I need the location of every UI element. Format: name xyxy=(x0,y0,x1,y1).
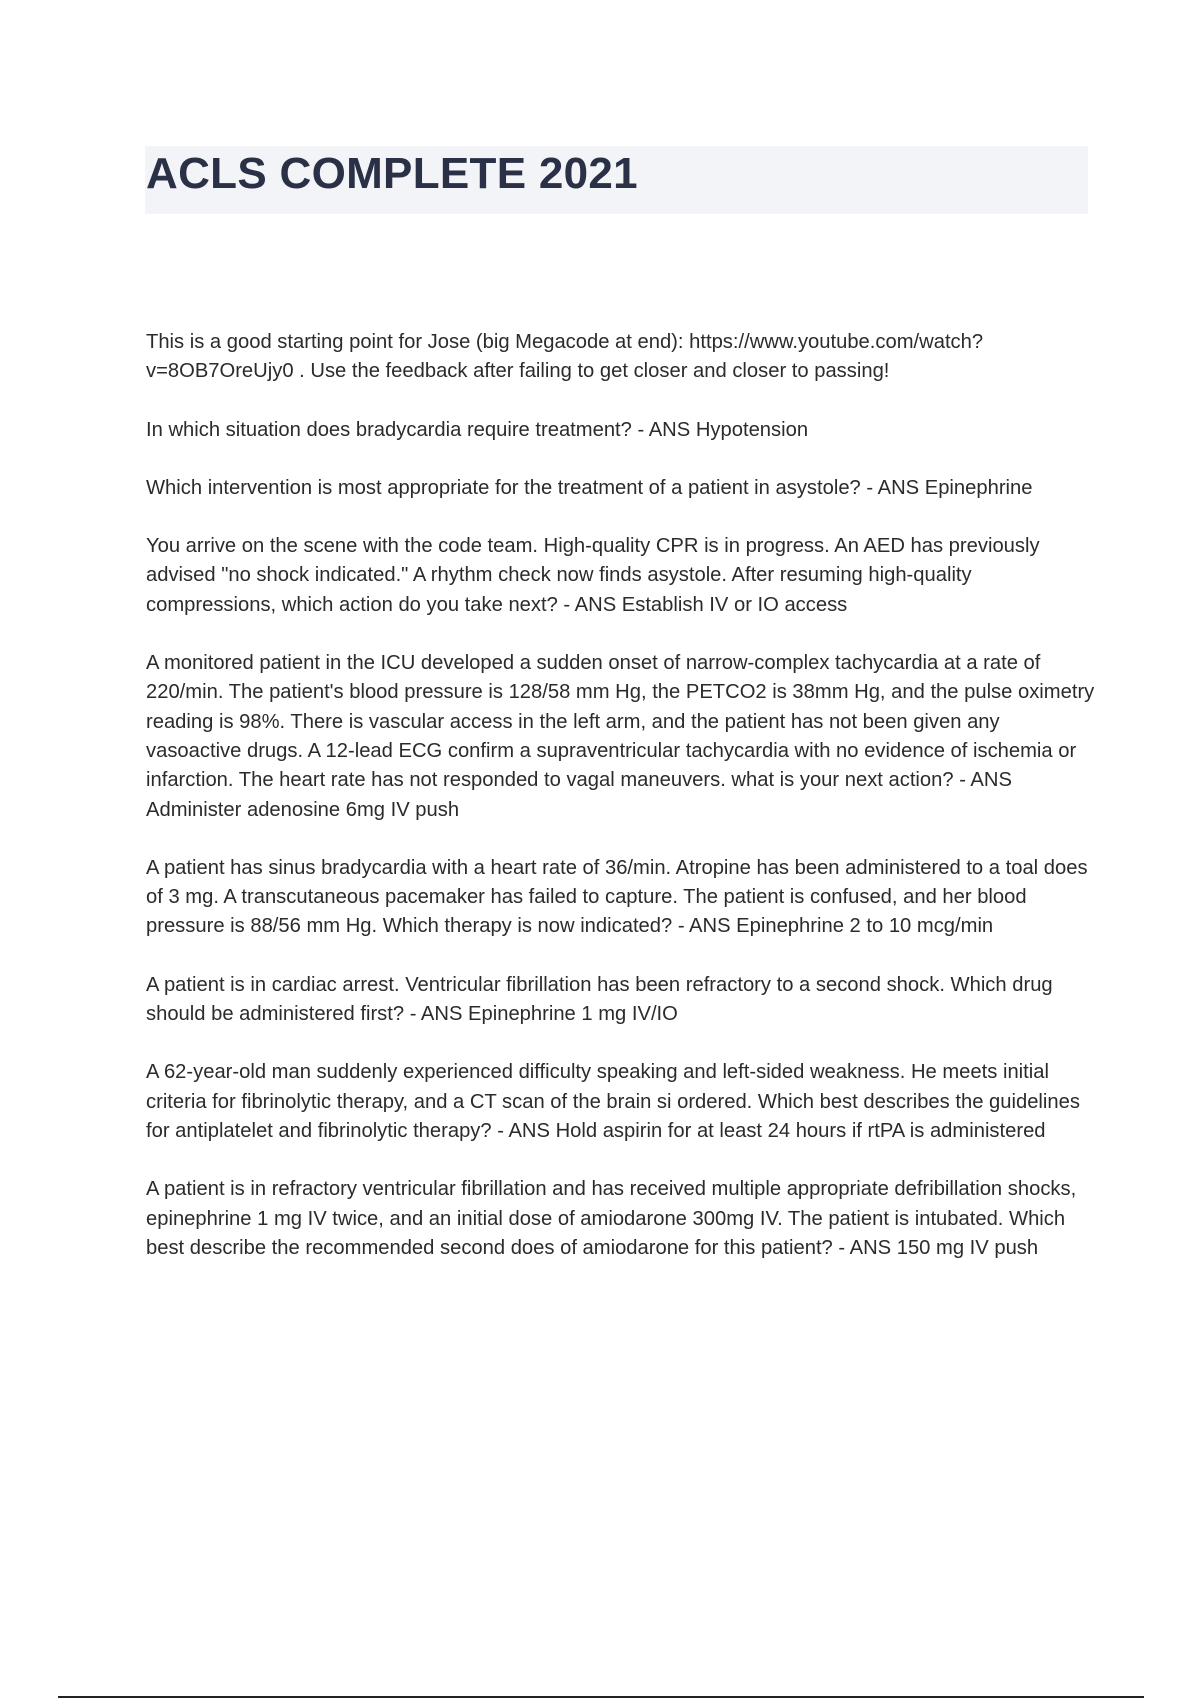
document-body xyxy=(146,328,1096,1292)
qa-paragraph: A patient is in refractory ventricular fibrillation and has received multiple appropriate defribillation shocks, epinephrine 1 mg IV twice, and an initial dose of amiodarone 300mg IV. The patient is intubated. Which best describe the recommended second does of amiodarone for this patient? - ANS 150 mg IV push xyxy=(146,1178,1077,1259)
page-title: ACLS COMPLETE 2021 xyxy=(146,149,638,198)
qa-paragraph: A 62-year-old man suddenly experienced difficulty speaking and left-sided weakness. He meets initial criteria for fibrinolytic therapy, and a CT scan of the brain si ordered. Which best describes the guidelines for antiplatelet and fibrinolytic therapy? - ANS Hold aspirin for at least 24 hours if rtPA is administered xyxy=(146,1061,1080,1142)
qa-paragraph: A patient has sinus bradycardia with a heart rate of 36/min. Atropine has been administered to a toal does of 3 mg. A transcutaneous pacemaker has failed to capture. The patient is confused, and her blood pressure is 88/56 mm Hg. Which therapy is now indicated? - ANS Epinephrine 2 to 10 mcg/min xyxy=(146,856,1088,938)
footer-divider xyxy=(58,1696,1144,1698)
qa-paragraph: A patient is in cardiac arrest. Ventricular fibrillation has been refractory to a second shock. Which drug should be administered first? - ANS Epinephrine 1 mg IV/IO xyxy=(146,973,1053,1026)
qa-paragraph: A monitored patient in the ICU developed a sudden onset of narrow-complex tachycardia at a rate of 220/min. The patient's blood pressure is 128/58 mm Hg, the PETCO2 is 38mm Hg, and the pulse oximetry reading is 98%. There is vascular access in the left arm, and the patient has not been given any vasoactive drugs. A 12-lead ECG confirm a supraventricular tachycardia with no evidence of ischemia or infarction. The heart rate has not responded to vagal maneuvers. what is your next action? - ANS Administer adenosine 6mg IV push xyxy=(146,652,1095,821)
qa-paragraph: Which intervention is most appropriate for the treatment of a patient in asystole? - ANS Epinephrine xyxy=(146,476,1033,499)
qa-paragraph: In which situation does bradycardia require treatment? - ANS Hypotension xyxy=(146,418,809,441)
qa-paragraph: You arrive on the scene with the code team. High-quality CPR is in progress. An AED has previously advised "no shock indicated." A rhythm check now finds asystole. After resuming high-quality compressions, which action do you take next? - ANS Establish IV or IO access xyxy=(146,535,1040,616)
intro-paragraph: This is a good starting point for Jose (big Megacode at end): https://www.youtube.com/watch?v=8OB7OreUjy0 . Use the feedback after failing to get closer and closer to passing! xyxy=(146,331,984,383)
